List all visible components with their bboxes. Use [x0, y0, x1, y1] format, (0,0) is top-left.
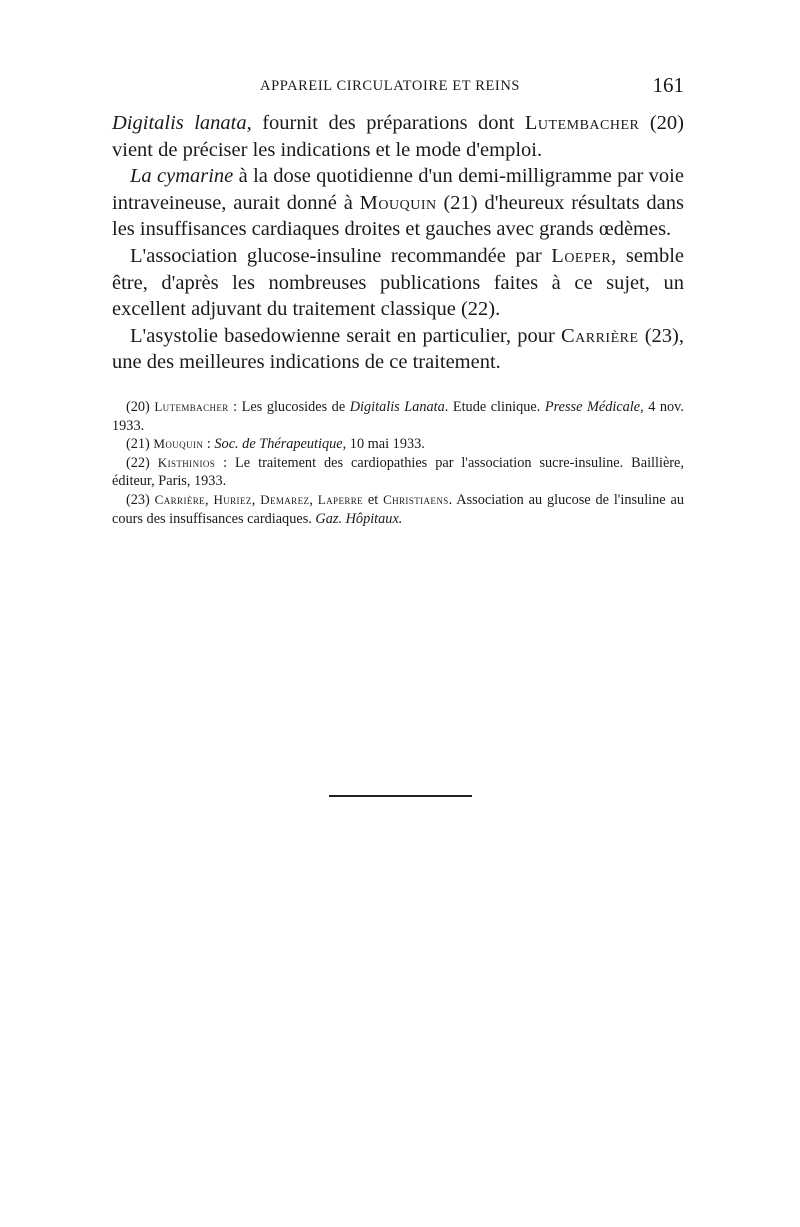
footnote-journal: Presse Médicale [544, 399, 641, 415]
footnote-text: : Le traitement des cardiopathies par l'association sucre-insuline. Baillière, éditeur, Paris, 1933. [112, 454, 684, 490]
footnote-22 [112, 454, 684, 491]
paragraph-text: fournit des préparations dont [251, 112, 525, 134]
footnote-text: . Association au glucose de l'insuline au cours des insuffisances cardiaques. [112, 491, 684, 527]
footnote-text: : Les glucosides de [228, 399, 350, 415]
footnote-author: Laperre [317, 491, 364, 507]
footnote-number: (23) [126, 491, 155, 508]
running-header [112, 73, 684, 100]
footnote-number: (21) [126, 436, 154, 453]
author-name: Loeper [551, 244, 612, 267]
author-name: Mouquin [359, 191, 437, 214]
page-number: 161 [652, 73, 684, 97]
paragraph-text: (21) d'heureux résultats dans les insuffisances cardiaques droites et gauches avec grands œdèmes. [112, 191, 684, 241]
footnote-number: (20) [126, 399, 155, 415]
body-text [112, 110, 684, 376]
footnote-text: et [363, 491, 384, 508]
author-name: Carrière [560, 324, 639, 347]
running-title: APPAREIL CIRCULATOIRE ET REINS [260, 78, 521, 94]
footnote-author: Carrière [154, 491, 206, 507]
paragraph-text: (20) vient de préciser les indications et le mode d'emploi. [112, 112, 684, 161]
paragraph-text: La cymarine [130, 165, 234, 188]
footnote-text: , 4 nov. 1933. [112, 399, 684, 434]
footnote-number: (22) [126, 454, 158, 471]
paragraph-text: L'association glucose-insuline recommandée par [130, 244, 552, 267]
footnote-text: , [309, 491, 318, 508]
paragraph-text: , semble être, d'après les nombreuses publications faites à ce sujet, un excellent adjuvant du traitement classique (22). [112, 244, 684, 321]
footnotes [112, 398, 684, 528]
footnote-23 [112, 491, 684, 528]
paragraph-text: Digitalis lanata, [112, 112, 252, 134]
end-rule [329, 795, 472, 797]
footnote-text: , [205, 491, 214, 508]
footnote-author: Huriez [213, 491, 252, 507]
footnote-author: Kisthinios [157, 454, 216, 470]
footnote-author: Demarez [260, 491, 310, 507]
paragraph-glucose-insuline [112, 243, 684, 323]
footnote-text: : [203, 436, 215, 453]
footnote-author: Christiaens [383, 491, 449, 507]
footnote-text: , 10 mai 1933. [342, 436, 425, 453]
footnote-journal: Soc. de Thérapeutique [214, 436, 343, 453]
footnote-author: Lutembacher [154, 399, 229, 414]
paragraph-digitalis [112, 110, 684, 163]
paragraph-cymarine [112, 163, 684, 243]
footnote-title: Digitalis Lanata [349, 399, 445, 415]
footnote-21 [112, 435, 684, 454]
paragraph-text: (23), une des meilleures indications de ce traitement. [112, 324, 684, 374]
footnote-author: Mouquin [153, 436, 204, 452]
paragraph-text: L'asystolie basedowienne serait en particulier, pour [130, 324, 561, 347]
footnote-text: , [251, 491, 261, 508]
paragraph-asystolie [112, 323, 684, 376]
author-name: Lutembacher [524, 112, 640, 134]
footnote-text: . Etude clinique. [444, 399, 545, 415]
paragraph-text: à la dose quotidienne d'un demi-milligramme par voie intraveineuse, aurait donné à [112, 165, 684, 214]
footnote-20 [112, 398, 684, 435]
footnote-journal: Gaz. Hôpitaux. [315, 510, 403, 527]
